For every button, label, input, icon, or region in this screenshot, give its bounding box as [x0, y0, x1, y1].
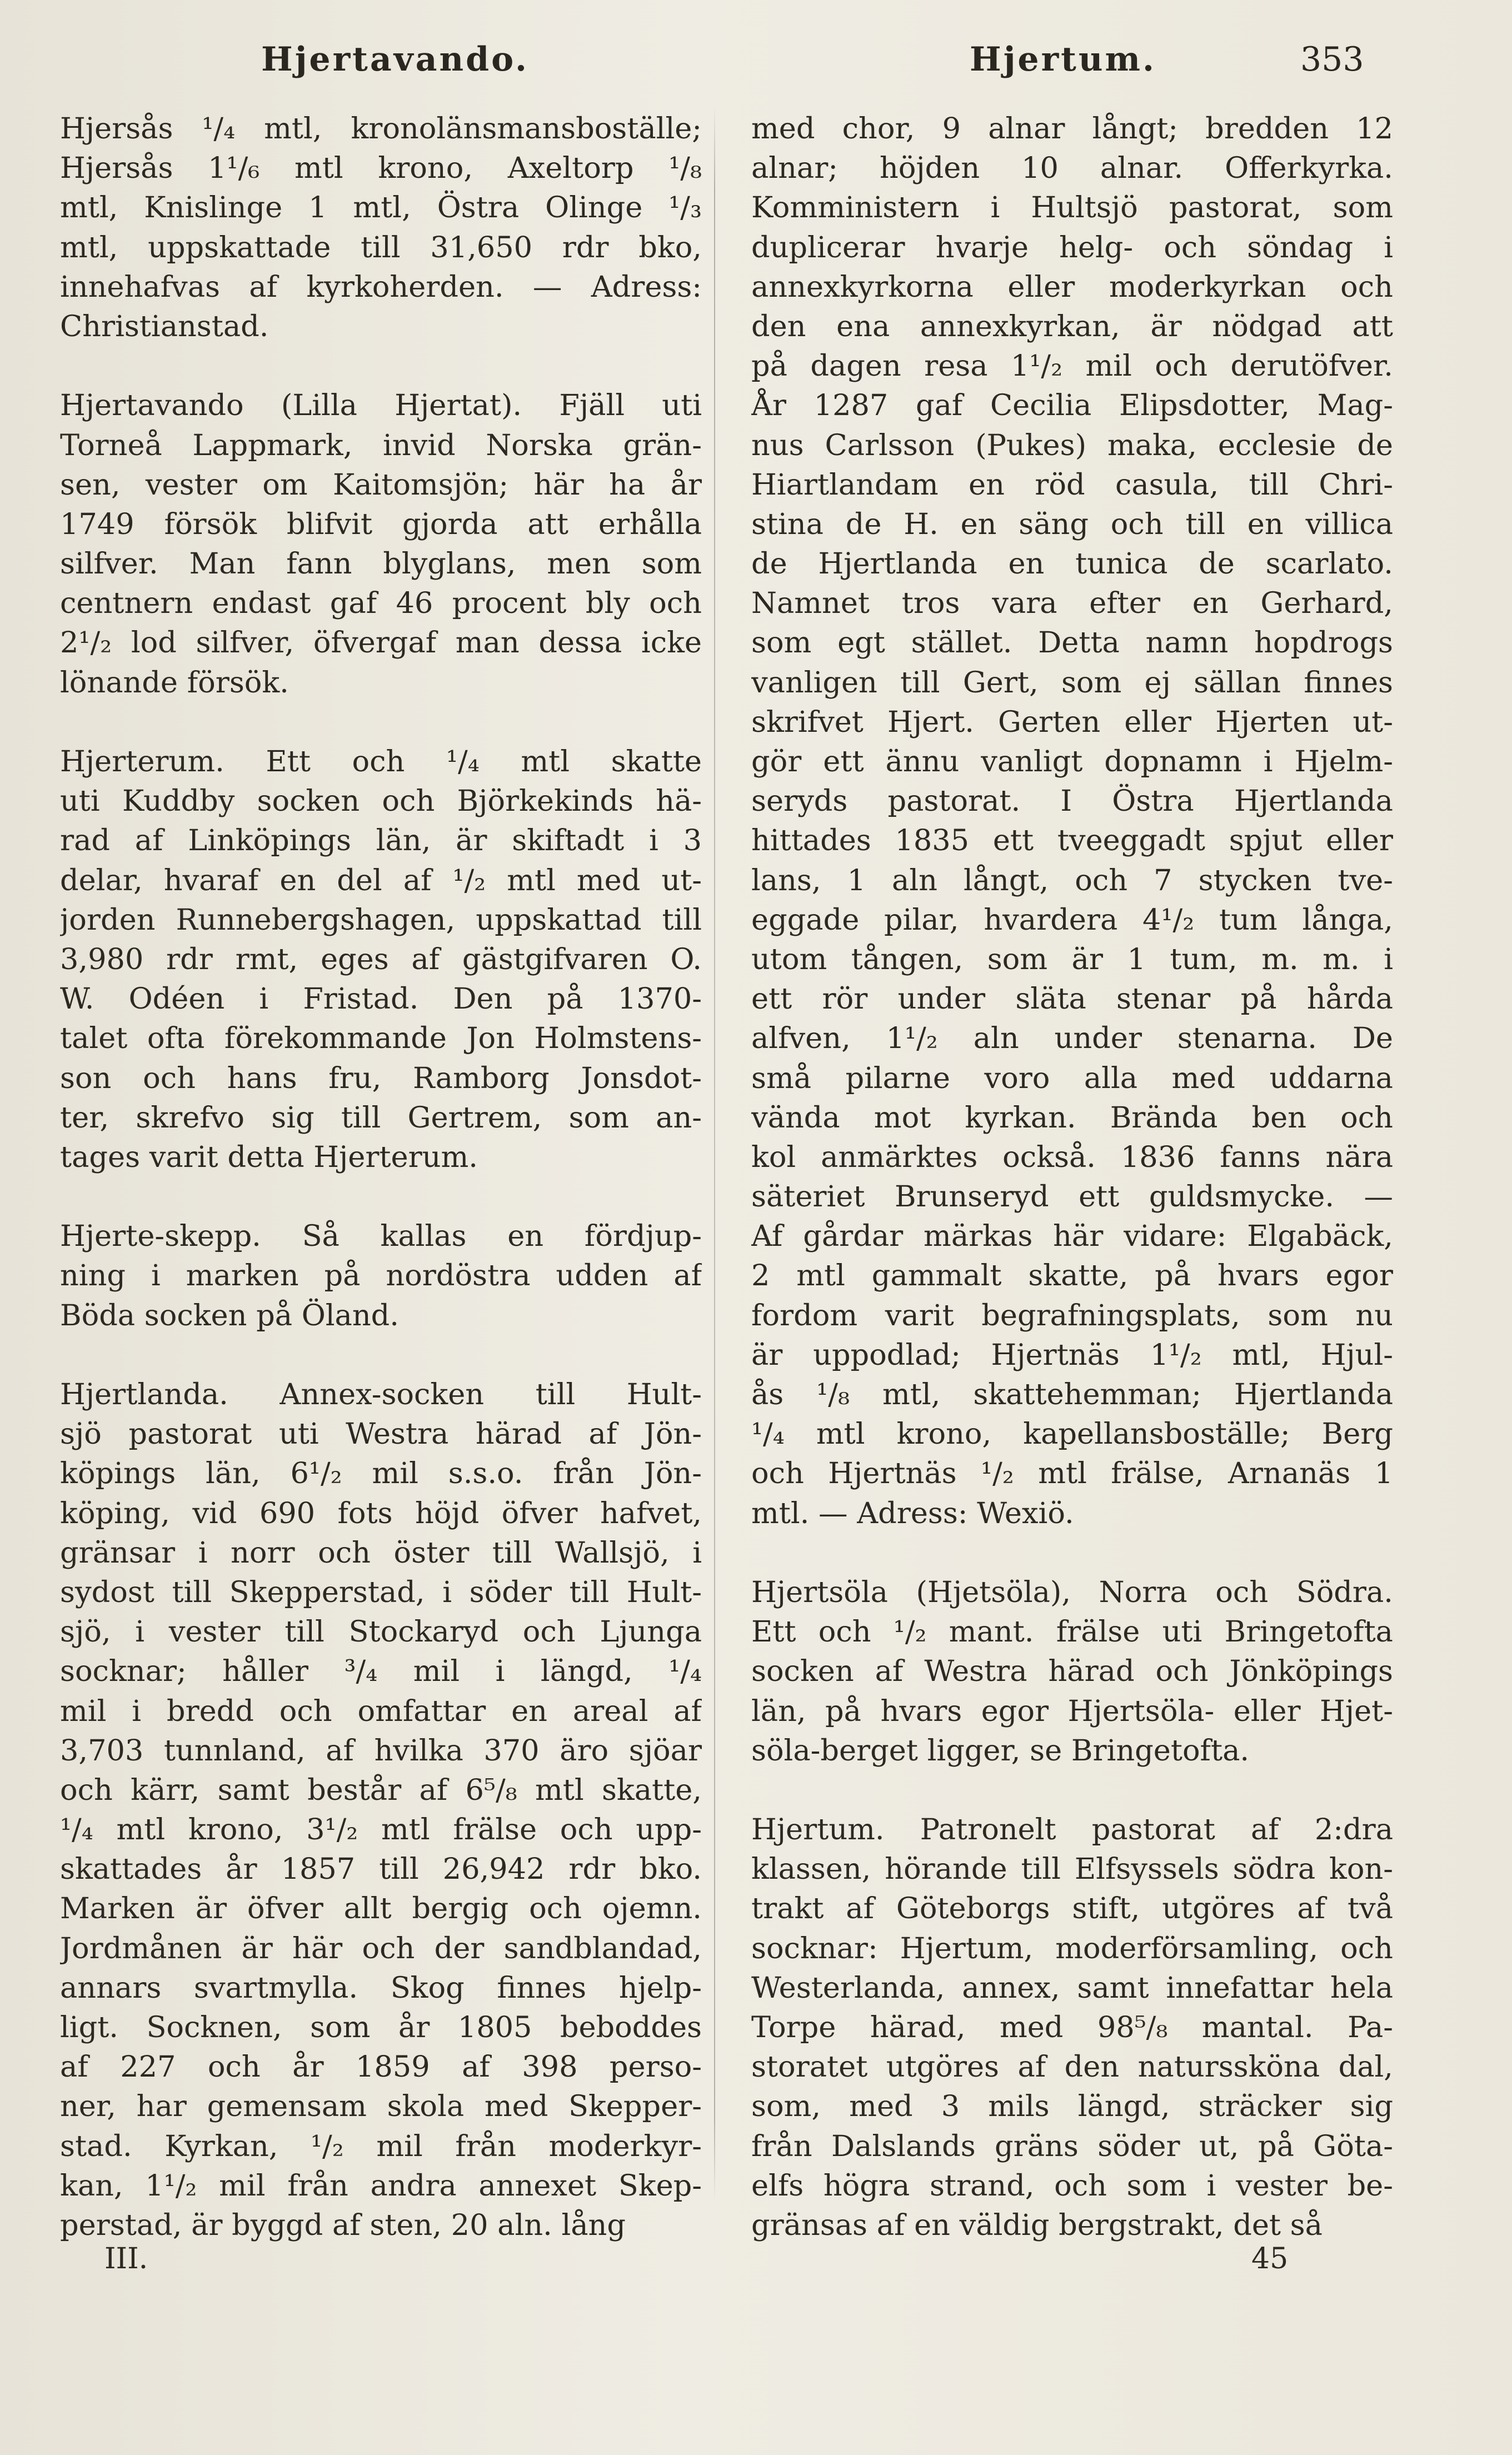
- text-line: Hjerterum. Ett och ¹/₄ mtl skatte: [60, 745, 702, 779]
- text-line: År 1287 gaf Cecilia Elipsdotter, Mag-: [751, 388, 1393, 423]
- text-line: Hiartlandam en röd casula, till Chri-: [751, 467, 1393, 502]
- paragraph-gap: [751, 1770, 1393, 1810]
- paragraph-gap: [60, 1335, 702, 1375]
- text-line: Hjertlanda. Annex-socken till Hult-: [60, 1378, 702, 1411]
- text-line: gör ett ännu vanligt dopnamn i Hjelm-: [751, 745, 1393, 779]
- text-line: centnern endast gaf 46 procent bly och: [60, 586, 702, 621]
- text-line: den ena annexkyrkan, är nödgad att: [751, 309, 1393, 343]
- text-line: alnar; höjden 10 alnar. Offerkyrka.: [751, 151, 1393, 186]
- text-line: socken af Westra härad och Jönköpings: [751, 1654, 1393, 1689]
- text-line: ¹/₄ mtl krono, 3¹/₂ mtl frälse och upp-: [60, 1813, 702, 1847]
- text-line: 1749 försök blifvit gjorda att erhålla: [60, 507, 702, 541]
- text-line: mtl. — Adress: Wexiö.: [751, 1496, 1074, 1530]
- text-line: perstad, är byggd af sten, 20 aln. lång: [60, 2208, 626, 2242]
- text-line: söla-berget ligger, se Bringetofta.: [751, 1733, 1250, 1768]
- text-line: 3,703 tunnland, af hvilka 370 äro sjöar: [60, 1733, 702, 1768]
- text-line: Hjersås ¹/₄ mtl, kronolänsmansboställe;: [60, 112, 702, 146]
- text-line: fordom varit begrafningsplats, som nu: [751, 1298, 1393, 1333]
- text-line: skattades år 1857 till 26,942 rdr bko.: [60, 1852, 702, 1887]
- text-line: mtl, Knislinge 1 mtl, Östra Olinge ¹/₃: [60, 191, 702, 225]
- text-line: Hjersås 1¹/₆ mtl krono, Axeltorp ¹/₈: [60, 151, 702, 186]
- page-number: 353: [1300, 40, 1364, 79]
- text-line: Namnet tros vara efter en Gerhard,: [751, 586, 1393, 621]
- text-line: ner, har gemensam skola med Skepper-: [60, 2089, 702, 2124]
- text-line: köping, vid 690 fots höjd öfver hafvet,: [60, 1496, 702, 1530]
- text-line: 2¹/₂ lod silfver, öfvergaf man dessa icke: [60, 626, 702, 660]
- text-line: trakt af Göteborgs stift, utgöres af två: [751, 1892, 1393, 1926]
- text-line: Torpe härad, med 98⁵/₈ mantal. Pa-: [751, 2010, 1393, 2044]
- text-line: ås ¹/₈ mtl, skattehemman; Hjertlanda: [751, 1378, 1393, 1411]
- text-line: ¹/₄ mtl krono, kapellansboställe; Berg: [751, 1417, 1393, 1451]
- text-line: och kärr, samt består af 6⁵/₈ mtl skatte,: [60, 1773, 702, 1807]
- text-line: gränsas af en väldig bergstrakt, det så: [751, 2208, 1323, 2242]
- text-line: Hjertsöla (Hjetsöla), Norra och Södra.: [751, 1575, 1393, 1609]
- text-line: 3,980 rdr rmt, eges af gästgifvaren O.: [60, 942, 702, 976]
- text-line: Af gårdar märkas här vidare: Elgabäck,: [751, 1219, 1393, 1254]
- paragraph-gap: [60, 1177, 702, 1216]
- text-line: annars svartmylla. Skog finnes hjelp-: [60, 1970, 702, 2005]
- paragraph-gap: [60, 346, 702, 386]
- text-line: socknar: Hjertum, moderförsamling, och: [751, 1931, 1393, 1965]
- text-line: socknar; håller ³/₄ mil i längd, ¹/₄: [60, 1654, 702, 1689]
- text-line: uti Kuddby socken och Björkekinds hä-: [60, 784, 702, 819]
- text-line: mtl, uppskattade till 31,650 rdr bko,: [60, 230, 702, 265]
- text-line: ning i marken på nordöstra udden af: [60, 1259, 702, 1293]
- right-text-column: [751, 109, 1393, 2245]
- text-line: hittades 1835 ett tveeggadt spjut eller: [751, 824, 1393, 858]
- text-line: de Hjertlanda en tunica de scarlato.: [751, 547, 1393, 581]
- text-line: ligt. Socknen, som år 1805 beboddes: [60, 2010, 702, 2044]
- text-line: seryds pastorat. I Östra Hjertlanda: [751, 784, 1393, 819]
- text-line: sjö, i vester till Stockaryd och Ljunga: [60, 1615, 702, 1649]
- column-divider: [714, 106, 715, 2200]
- text-line: är uppodlad; Hjertnäs 1¹/₂ mtl, Hjul-: [751, 1338, 1393, 1372]
- text-line: och Hjertnäs ¹/₂ mtl frälse, Arnanäs 1: [751, 1456, 1393, 1491]
- text-line: Ett och ¹/₂ mant. frälse uti Bringetofta: [751, 1615, 1393, 1649]
- text-line: län, på hvars egor Hjertsöla- eller Hjet-: [751, 1694, 1393, 1728]
- text-line: Böda socken på Öland.: [60, 1298, 399, 1333]
- text-line: stad. Kyrkan, ¹/₂ mil från moderkyr-: [60, 2129, 702, 2163]
- text-line: eggade pilar, hvardera 4¹/₂ tum långa,: [751, 902, 1393, 937]
- paragraph-gap: [751, 1533, 1393, 1573]
- text-line: storatet utgöres af den naturssköna dal,: [751, 2050, 1393, 2084]
- text-line: skrifvet Hjert. Gerten eller Hjerten ut-: [751, 705, 1393, 739]
- text-line: utom tången, som är 1 tum, m. m. i: [751, 942, 1393, 976]
- text-line: Komministern i Hultsjö pastorat, som: [751, 191, 1393, 225]
- text-line: vända mot kyrkan. Brända ben och: [751, 1100, 1393, 1135]
- text-line: talet ofta förekommande Jon Holmstens-: [60, 1021, 702, 1056]
- text-line: sydost till Skepperstad, i söder till Hult-: [60, 1575, 702, 1609]
- text-line: jorden Runnebergshagen, uppskattad till: [60, 902, 702, 937]
- text-line: med chor, 9 alnar långt; bredden 12: [751, 112, 1393, 146]
- text-line: duplicerar hvarje helg- och söndag i: [751, 230, 1393, 265]
- sheet-number: 45: [1251, 2242, 1289, 2276]
- text-line: lönande försök.: [60, 665, 289, 700]
- text-line: alfven, 1¹/₂ aln under stenarna. De: [751, 1021, 1393, 1056]
- text-line: Marken är öfver allt bergig och ojemn.: [60, 1892, 702, 1926]
- text-line: små pilarne voro alla med uddarna: [751, 1061, 1393, 1095]
- text-line: elfs högra strand, och som i vester be-: [751, 2168, 1393, 2203]
- text-line: som egt stället. Detta namn hopdrogs: [751, 626, 1393, 660]
- text-line: på dagen resa 1¹/₂ mil och derutöfver.: [751, 349, 1393, 383]
- text-line: kan, 1¹/₂ mil från andra annexet Skep-: [60, 2168, 702, 2203]
- text-line: silfver. Man fann blyglans, men som: [60, 547, 702, 581]
- signature-mark: III.: [104, 2242, 148, 2276]
- text-line: innehafvas af kyrkoherden. — Adress:: [60, 270, 702, 304]
- text-line: från Dalslands gräns söder ut, på Göta-: [751, 2129, 1393, 2163]
- text-line: Christianstad.: [60, 309, 269, 343]
- text-line: sen, vester om Kaitomsjön; här ha år: [60, 467, 702, 502]
- paragraph-gap: [60, 702, 702, 742]
- text-line: köpings län, 6¹/₂ mil s.s.o. från Jön-: [60, 1456, 702, 1491]
- text-line: W. Odéen i Fristad. Den på 1370-: [60, 982, 702, 1016]
- running-head-left: Hjertavando.: [261, 40, 529, 79]
- text-line: 2 mtl gammalt skatte, på hvars egor: [751, 1259, 1393, 1293]
- text-line: delar, hvaraf en del af ¹/₂ mtl med ut-: [60, 863, 702, 897]
- text-line: nus Carlsson (Pukes) maka, ecclesie de: [751, 428, 1393, 462]
- text-line: annexkyrkorna eller moderkyrkan och: [751, 270, 1393, 304]
- text-line: lans, 1 aln långt, och 7 stycken tve-: [751, 863, 1393, 897]
- text-line: Jordmånen är här och der sandblandad,: [60, 1931, 702, 1965]
- text-line: Hjertum. Patronelt pastorat af 2:dra: [751, 1813, 1393, 1847]
- running-head-right: Hjertum.: [970, 40, 1156, 79]
- text-line: af 227 och år 1859 af 398 perso-: [60, 2050, 702, 2084]
- text-line: Hjertavando (Lilla Hjertat). Fjäll uti: [60, 388, 702, 423]
- text-line: klassen, hörande till Elfsyssels södra kon-: [751, 1852, 1393, 1887]
- text-line: stina de H. en säng och till en villica: [751, 507, 1393, 541]
- text-line: Westerlanda, annex, samt innefattar hela: [751, 1970, 1393, 2005]
- text-line: rad af Linköpings län, är skiftadt i 3: [60, 824, 702, 858]
- text-line: tages varit detta Hjerterum.: [60, 1140, 478, 1174]
- text-line: son och hans fru, Ramborg Jonsdot-: [60, 1061, 702, 1095]
- text-line: vanligen till Gert, som ej sällan finnes: [751, 665, 1393, 700]
- text-line: sjö pastorat uti Westra härad af Jön-: [60, 1417, 702, 1451]
- text-line: säteriet Brunseryd ett guldsmycke. —: [751, 1180, 1393, 1214]
- text-line: ter, skrefvo sig till Gertrem, som an-: [60, 1100, 702, 1135]
- text-line: mil i bredd och omfattar en areal af: [60, 1694, 702, 1728]
- left-text-column: [60, 109, 702, 2245]
- text-line: ett rör under släta stenar på hårda: [751, 982, 1393, 1016]
- text-line: kol anmärktes också. 1836 fanns nära: [751, 1140, 1393, 1174]
- text-line: Hjerte-skepp. Så kallas en fördjup-: [60, 1219, 702, 1254]
- text-line: Torneå Lappmark, invid Norska grän-: [60, 428, 702, 462]
- text-line: gränsar i norr och öster till Wallsjö, i: [60, 1535, 702, 1570]
- text-line: som, med 3 mils längd, sträcker sig: [751, 2089, 1393, 2124]
